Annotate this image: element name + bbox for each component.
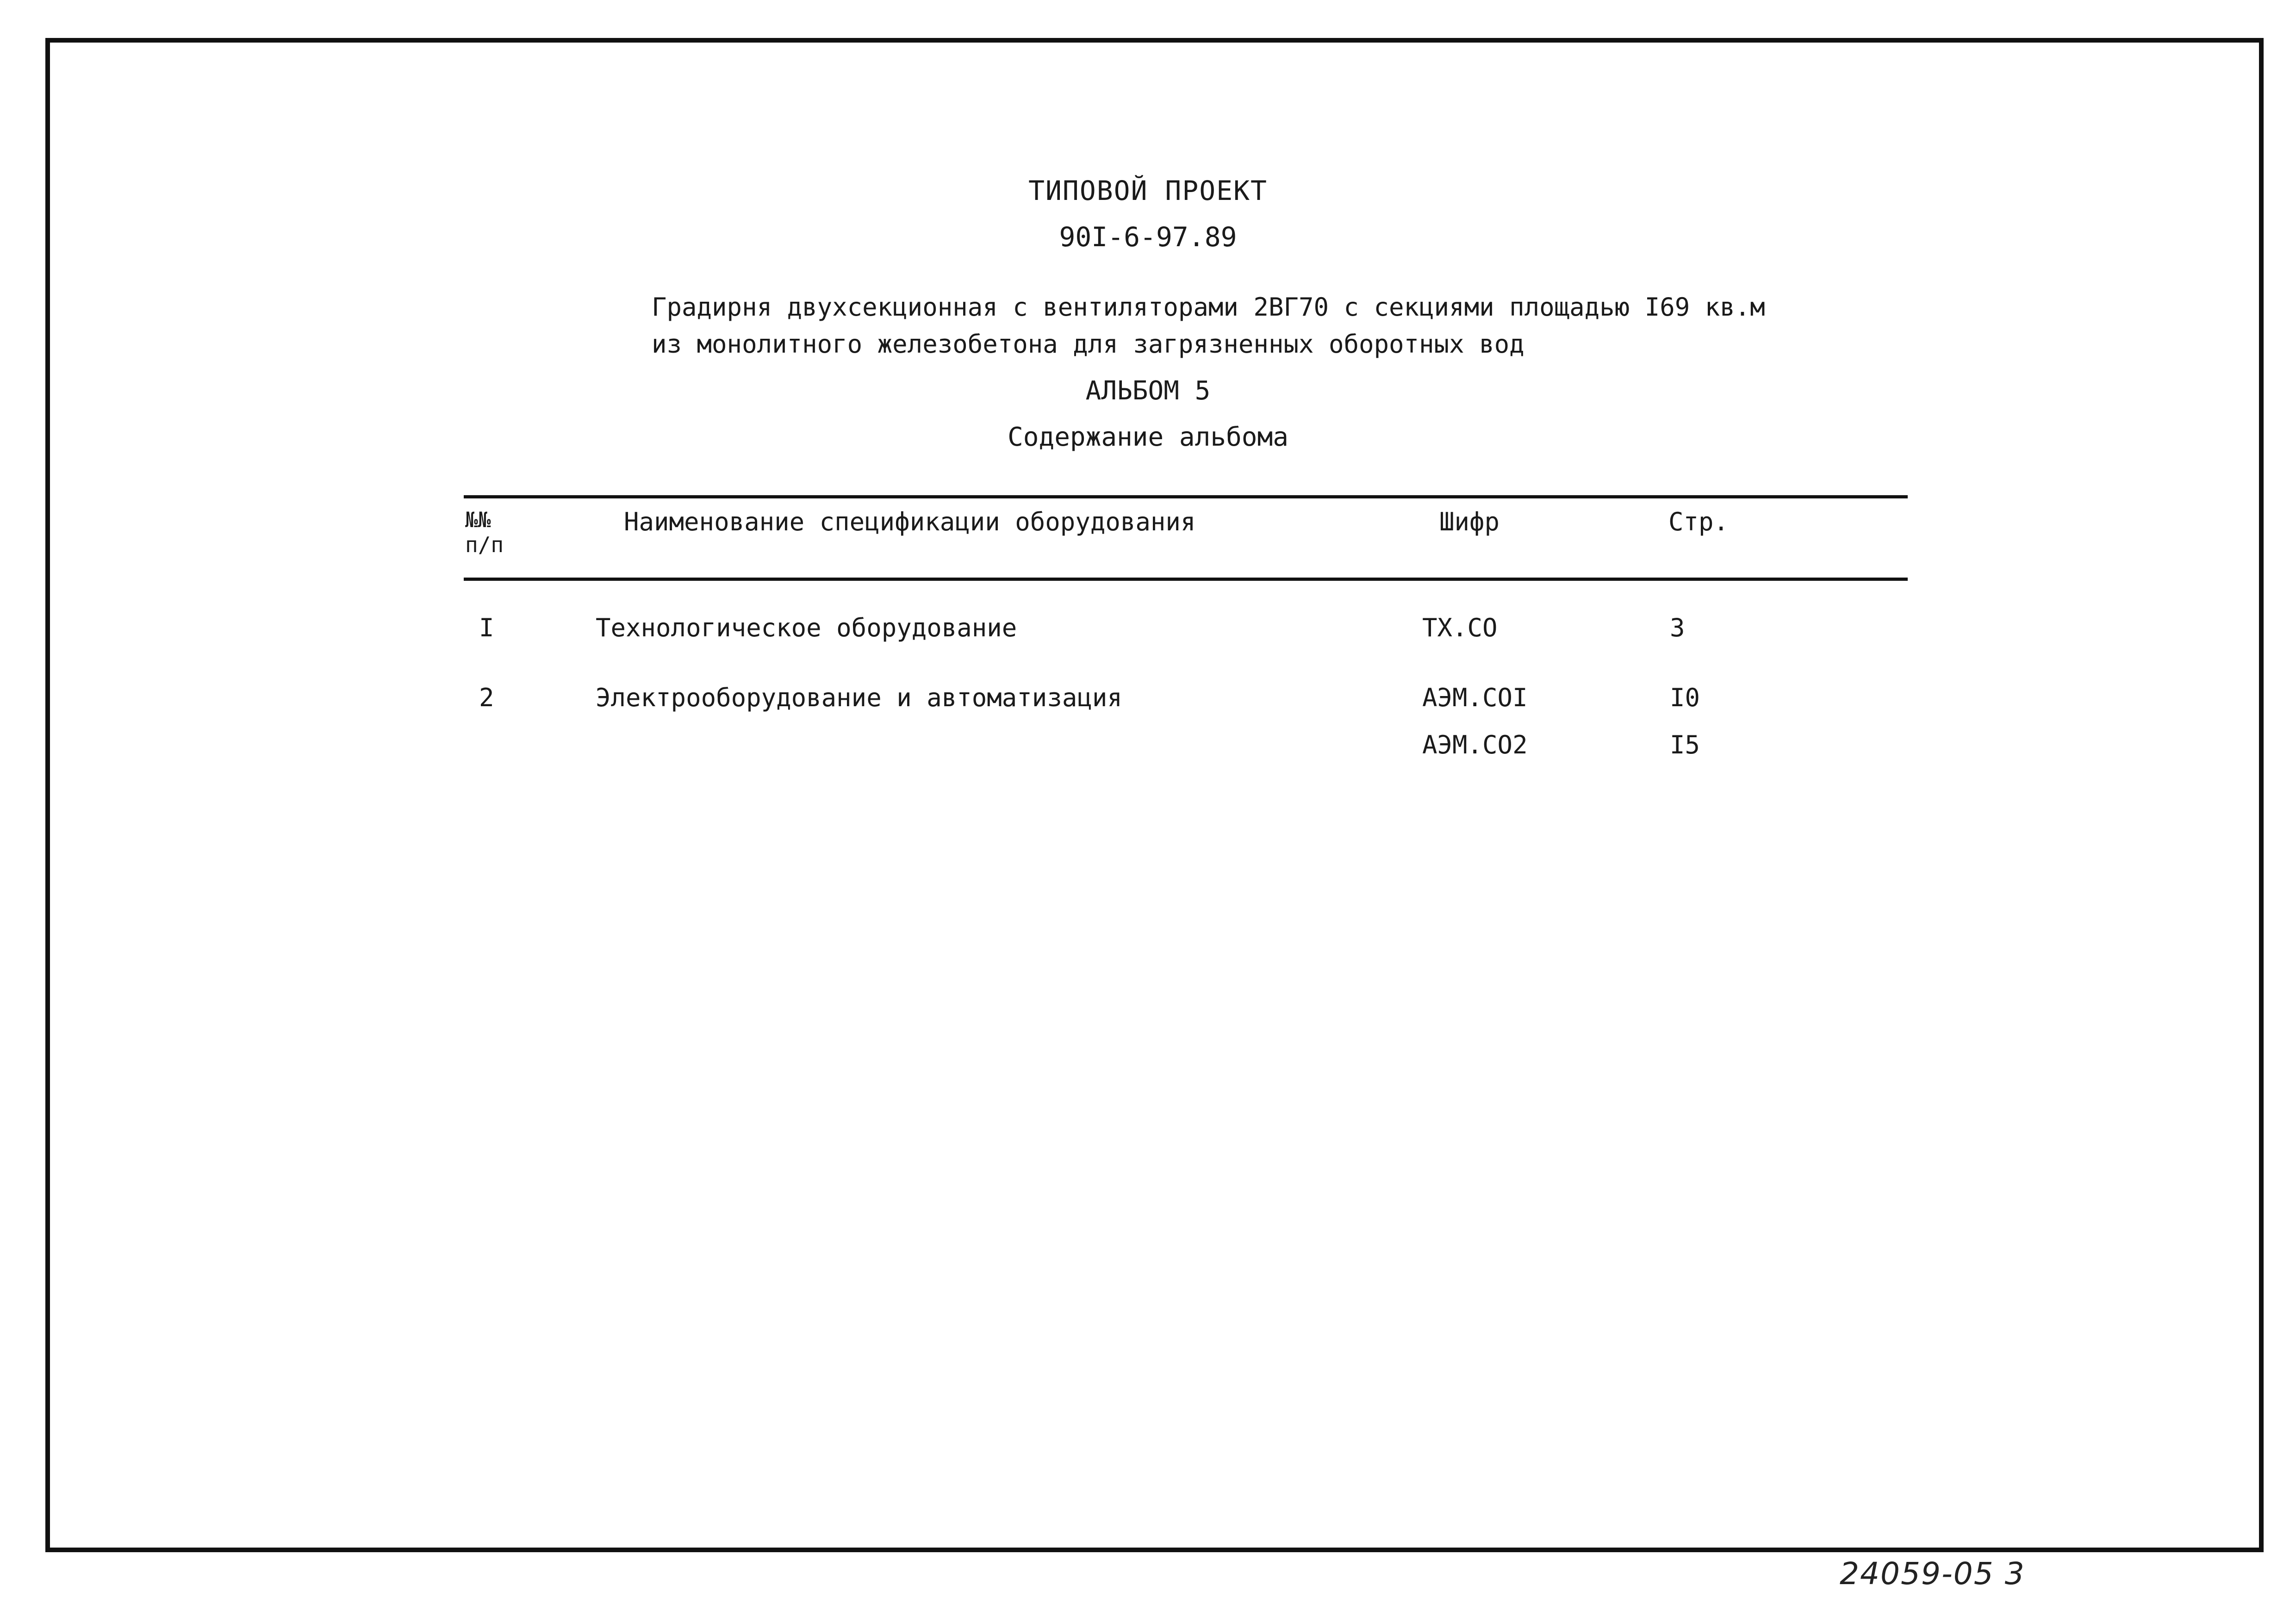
header-number-bottom: п/п <box>465 532 504 557</box>
description-line-1: Градирня двухсекционная с вентиляторами 2ВГ70 с секциями площадью I69 кв.м <box>652 292 1765 322</box>
contents-heading: Содержание альбома <box>1008 422 1288 452</box>
header-name: Наименование спецификации оборудования <box>624 507 1196 536</box>
document-title: ТИПОВОЙ ПРОЕКТ <box>1028 175 1268 206</box>
row-2-page: I0 <box>1670 683 1700 712</box>
row-3-code: АЭМ.СО2 <box>1422 730 1528 759</box>
header-number-top: №№ <box>465 507 491 532</box>
row-1-code: ТХ.СО <box>1422 613 1498 642</box>
header-code: Шифр <box>1439 507 1500 536</box>
row-2-name: Электрооборудование и автоматизация <box>596 683 1122 712</box>
header-number <box>465 507 504 557</box>
row-1-page: 3 <box>1670 613 1685 642</box>
row-1-number: I <box>479 613 494 642</box>
description-line-2: из монолитного железобетона для загрязненных оборотных вод <box>652 330 1524 359</box>
row-1-name: Технологическое оборудование <box>596 613 1017 642</box>
project-code: 90I-6-97.89 <box>1059 221 1237 253</box>
table-top-rule <box>464 495 1908 498</box>
album-label: АЛЬБОМ 5 <box>1085 376 1211 406</box>
row-2-code: АЭМ.СОI <box>1422 683 1528 712</box>
page-frame <box>45 38 2264 1552</box>
row-2-number: 2 <box>479 683 494 712</box>
table-header-rule <box>464 578 1908 581</box>
row-3-page: I5 <box>1670 730 1700 759</box>
archive-stamp: 24059-05 3 <box>1840 1556 2025 1592</box>
header-page: Стр. <box>1668 507 1729 536</box>
